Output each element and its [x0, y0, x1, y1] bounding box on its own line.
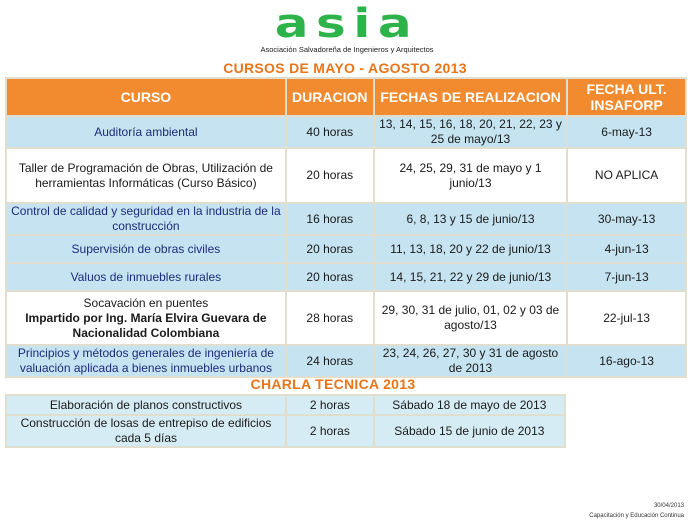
table-row	[6, 291, 686, 345]
charla-duration: 2 horas	[286, 415, 374, 447]
table-row	[6, 345, 686, 377]
course-name-cell	[6, 291, 286, 345]
table-row	[6, 263, 686, 291]
logo-wordmark: asia	[274, 1, 420, 47]
course-instructor: Impartido por Ing. María Elvira Guevara de Nacionalidad Colombiana	[25, 310, 267, 340]
column-header-curso: CURSO	[6, 78, 286, 116]
course-duration: 16 horas	[286, 203, 374, 235]
charla-topic: Construcción de losas de entrepiso de edificios cada 5 días	[6, 415, 286, 447]
course-dates: 6, 8, 13 y 15 de junio/13	[374, 203, 567, 235]
charla-date: Sábado 18 de mayo de 2013	[374, 395, 565, 415]
course-duration: 20 horas	[286, 263, 374, 291]
table-row	[6, 203, 686, 235]
course-dates: 14, 15, 21, 22 y 29 de junio/13	[374, 263, 567, 291]
footer-date: 30/04/2013	[653, 503, 684, 509]
course-dates: 23, 24, 26, 27, 30 y 31 de agosto de 2013	[374, 345, 567, 377]
column-header-fecha-ult: FECHA ULT. INSAFORP	[567, 78, 686, 116]
course-duration: 20 horas	[286, 235, 374, 263]
charla-title: CHARLA TECNICA 2013	[250, 376, 416, 392]
course-name: Control de calidad y seguridad en la industria de la construcción	[6, 203, 286, 235]
course-deadline: 7-jun-13	[567, 263, 686, 291]
table-row	[6, 148, 686, 203]
table-row	[6, 415, 565, 447]
table-row	[6, 395, 565, 415]
footer-department: Capacitación y Educación Continua	[589, 513, 684, 519]
table-header-row	[6, 78, 686, 116]
charla-topic: Elaboración de planos constructivos	[6, 395, 286, 415]
course-name: Taller de Programación de Obras, Utilización de herramientas Informáticas (Curso Básico)	[6, 148, 286, 203]
course-name: Valuos de inmuebles rurales	[6, 263, 286, 291]
course-dates: 24, 25, 29, 31 de mayo y 1 junio/13	[374, 148, 567, 203]
course-name: Supervisión de obras civiles	[6, 235, 286, 263]
logo-subtitle: Asociación Salvadoreña de Ingenieros y Arquitectos	[260, 45, 434, 54]
page-title: CURSOS DE MAYO - AGOSTO 2013	[223, 60, 467, 76]
column-header-fechas: FECHAS DE REALIZACION	[374, 78, 567, 116]
course-duration: 20 horas	[286, 148, 374, 203]
charla-duration: 2 horas	[286, 395, 374, 415]
course-deadline: 22-jul-13	[567, 291, 686, 345]
course-deadline: 6-may-13	[567, 116, 686, 148]
course-dates: 13, 14, 15, 16, 18, 20, 21, 22, 23 y 25 de mayo/13	[374, 116, 567, 148]
course-dates: 29, 30, 31 de julio, 01, 02 y 03 de agosto/13	[374, 291, 567, 345]
course-duration: 24 horas	[286, 345, 374, 377]
charla-table	[5, 394, 566, 448]
table-row	[6, 235, 686, 263]
course-name: Auditoría ambiental	[6, 116, 286, 148]
course-dates: 11, 13, 18, 20 y 22 de junio/13	[374, 235, 567, 263]
course-duration: 40 horas	[286, 116, 374, 148]
course-deadline: 4-jun-13	[567, 235, 686, 263]
course-deadline: 16-ago-13	[567, 345, 686, 377]
course-deadline: NO APLICA	[567, 148, 686, 203]
column-header-duracion: DURACION	[286, 78, 374, 116]
course-duration: 28 horas	[286, 291, 374, 345]
course-deadline: 30-may-13	[567, 203, 686, 235]
charla-date: Sábado 15 de junio de 2013	[374, 415, 565, 447]
course-name: Socavación en puentes	[83, 295, 209, 310]
table-row	[6, 116, 686, 148]
course-name: Principios y métodos generales de ingeniería de valuación aplicada a bienes inmuebles urbanos	[6, 345, 286, 377]
asia-logo	[252, 1, 442, 54]
courses-table	[5, 77, 687, 378]
